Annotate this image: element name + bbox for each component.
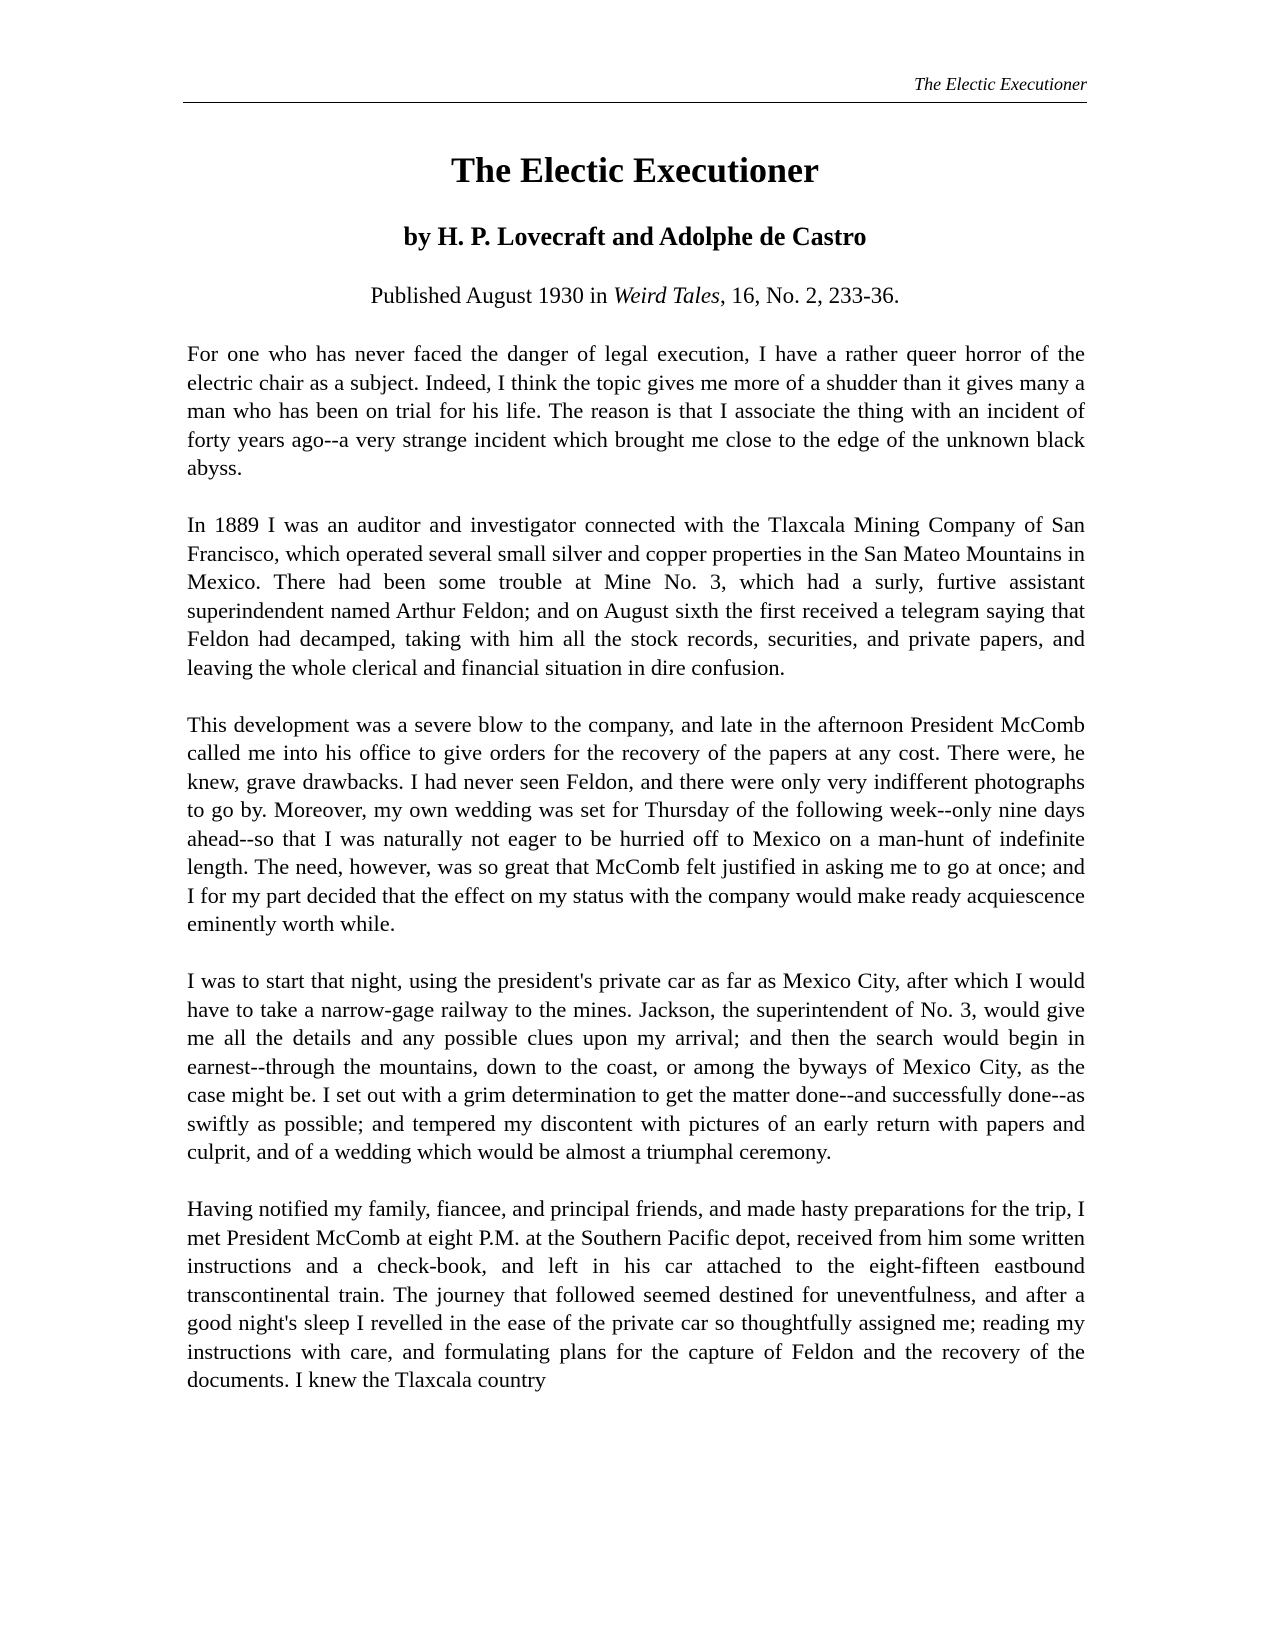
paragraph-1: For one who has never faced the danger of legal execution, I have a rather queer horror of the electric chair as a subject. Indeed, I think the topic gives me more of a shudder than it gives many a man who has been on trial for his life. The reason is that I associate the thing with an incident of forty years ago--a very strange incident which brought me close to the edge of the unknown black abyss. [187, 341, 1085, 480]
running-header [183, 74, 1087, 103]
document-body [187, 340, 1085, 1423]
publication-prefix: Published August 1930 in [370, 283, 614, 308]
paragraph-5: Having notified my family, fiancee, and principal friends, and made hasty preparations for the trip, I met President McComb at eight P.M. at the Southern Pacific depot, received from him some written instructions and a check-book, and left in his car attached to the eight-fifteen eastbound transcontinental train. The journey that followed seemed destined for uneventfulness, and after a good night's sleep I revelled in the ease of the private car so thoughtfully assigned me; reading my instructions with care, and formulating plans for the capture of Feldon and the recovery of the documents. I knew the Tlaxcala country [187, 1196, 1085, 1392]
paragraph-4: I was to start that night, using the president's private car as far as Mexico City, after which I would have to take a narrow-gage railway to the mines. Jackson, the superintendent of No. 3, would give me all the details and any possible clues upon my arrival; and then the search would begin in earnest--through the mountains, down to the coast, or among the byways of Mexico City, as the case might be. I set out with a grim determination to get the matter done--and successfully done--as swiftly as possible; and tempered my discontent with pictures of an early return with papers and culprit, and of a wedding which would be almost a triumphal ceremony. [187, 968, 1085, 1164]
paragraph-3: This development was a severe blow to the company, and late in the afternoon President McComb called me into his office to give orders for the recovery of the papers at any cost. There were, he knew, grave drawbacks. I had never seen Feldon, and there were only very indifferent photographs to go by. Moreover, my own wedding was set for Thursday of the following week--only nine days ahead--so that I was naturally not eager to be hurried off to Mexico on a man-hunt of indefinite length. The need, however, was so great that McComb felt justified in asking me to go at once; and I for my part decided that the effect on my status with the company would make ready acquiescence eminently worth while. [187, 711, 1085, 936]
document-title: The Electic Executioner [451, 150, 819, 190]
publication-suffix: , 16, No. 2, 233-36. [720, 283, 900, 308]
publication-magazine: Weird Tales [613, 283, 720, 308]
running-header-title: The Electic Executioner [914, 74, 1087, 94]
document-byline: by H. P. Lovecraft and Adolphe de Castro [403, 222, 867, 251]
publication-info [183, 282, 1087, 310]
paragraph-2: In 1889 I was an auditor and investigator connected with the Tlaxcala Mining Company of San Francisco, which operated several small silver and copper properties in the San Mateo Mountains in Mexico. There had been some trouble at Mine No. 3, which had a surly, furtive assistant superindendent named Arthur Feldon; and on August sixth the first received a telegram saying that Feldon had decamped, taking with him all the stock records, securities, and private papers, and leaving the whole clerical and financial situation in dire confusion. [187, 512, 1085, 680]
